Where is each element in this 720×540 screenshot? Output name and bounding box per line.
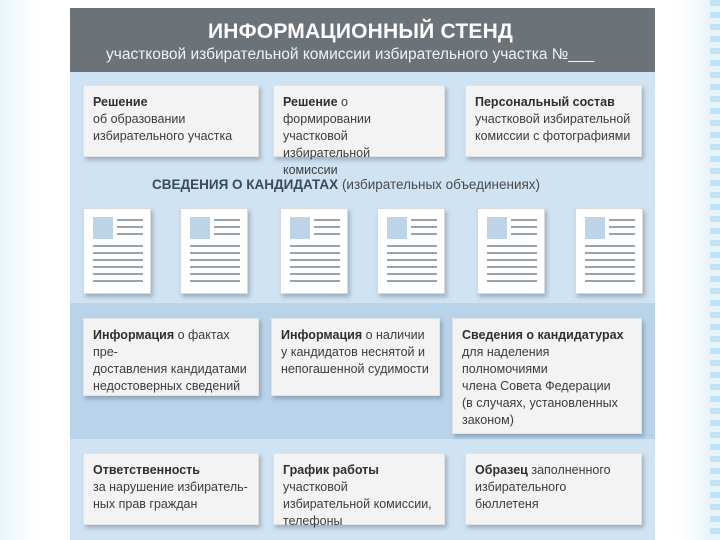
text-line-icon [411,233,437,235]
text-line-icon [214,233,240,235]
stand-subtitle: участковой избирательной комиссии избирательного участка №___ [106,46,595,63]
text-line-icon [93,273,143,275]
text-line-icon [387,273,437,275]
card-work-schedule [273,453,445,528]
card-line: избирательной комиссии, [283,497,432,511]
candidate-sheet [280,208,348,294]
text-line-icon [511,233,537,235]
text-line-icon [190,273,240,275]
candidate-sheet [477,208,545,294]
photo-placeholder-icon [190,217,210,239]
text-line-icon [411,226,437,228]
card-bold: Сведения о кандидатурах [462,328,624,342]
text-line-icon [93,266,143,268]
text-line-icon [487,245,537,247]
text-line-icon [387,280,437,282]
card-line: избирательного [475,480,567,494]
stand-header [70,8,655,72]
text-line-icon [117,219,143,221]
text-line-icon [190,259,240,261]
text-line-icon [290,280,340,282]
text-line-icon [314,226,340,228]
text-line-icon [411,219,437,221]
text-line-icon [290,245,340,247]
text-line-icon [585,245,635,247]
text-line-icon [314,219,340,221]
candidates-title-rest: (избирательных объединениях) [338,177,541,192]
card-federation-council [452,318,642,434]
text-line-icon [214,226,240,228]
text-line-icon [609,219,635,221]
text-line-icon [190,266,240,268]
text-line-icon [387,266,437,268]
right-decor-edge [658,0,720,540]
card-criminal-record [271,318,440,396]
card-bold: Ответственность [93,463,200,477]
card-line: участковой избирательной [283,129,371,160]
card-rest: о формировании [283,95,371,126]
card-responsibility [83,453,259,525]
text-line-icon [511,219,537,221]
card-line: об образовании [93,112,186,126]
card-line: законом) [462,413,514,427]
text-line-icon [585,259,635,261]
candidates-section-title [152,177,540,192]
text-line-icon [609,233,635,235]
text-line-icon [117,233,143,235]
candidate-sheet [377,208,445,294]
card-false-info [83,318,259,396]
card-decision-commission [273,85,445,177]
text-line-icon [214,219,240,221]
text-line-icon [487,252,537,254]
text-line-icon [290,259,340,261]
text-line-icon [93,245,143,247]
card-heading [93,462,250,479]
photo-placeholder-icon [93,217,113,239]
card-line: за нарушение избиратель- [93,480,248,494]
text-line-icon [190,245,240,247]
card-line: у кандидатов неснятой и [281,345,425,359]
photo-placeholder-icon [487,217,507,239]
card-line: члена Совета Федерации [462,379,611,393]
text-line-icon [93,280,143,282]
text-line-icon [290,252,340,254]
card-rest: о наличии [362,328,425,342]
text-line-icon [609,226,635,228]
text-line-icon [511,226,537,228]
card-line: (в случаях, установленных [462,396,618,410]
text-line-icon [487,280,537,282]
text-line-icon [93,259,143,261]
text-line-icon [117,226,143,228]
card-bold: График работы [283,463,379,477]
card-bold: Решение [93,95,148,109]
card-heading [475,462,633,479]
text-line-icon [387,259,437,261]
card-line: комиссии с фотографиями [475,129,631,143]
card-bold: Информация [93,328,175,342]
text-line-icon [190,252,240,254]
card-heading [93,94,250,111]
photo-placeholder-icon [387,217,407,239]
card-heading [281,327,431,344]
photo-placeholder-icon [290,217,310,239]
left-decor-edge [0,0,62,540]
text-line-icon [290,273,340,275]
card-line: комиссии [283,163,338,177]
text-line-icon [387,252,437,254]
card-line: бюллетеня [475,497,539,511]
card-heading [475,94,633,111]
card-line: ных прав граждан [93,497,198,511]
stand-title: ИНФОРМАЦИОННЫЙ СТЕНД [208,20,514,43]
information-stand [70,8,655,540]
card-line: участковой избирательной [475,112,631,126]
card-personnel [465,85,642,157]
candidate-sheet [83,208,151,294]
text-line-icon [387,245,437,247]
card-decision-formation [83,85,259,157]
candidate-sheet [180,208,248,294]
card-line: телефоны [283,514,343,528]
card-heading [283,94,436,128]
card-line: недостоверных сведений [93,379,241,393]
card-rest: участковой [283,480,348,494]
text-line-icon [314,233,340,235]
card-line: доставления кандидатами [93,362,247,376]
card-bold: Персональный состав [475,95,615,109]
text-line-icon [487,259,537,261]
text-line-icon [585,266,635,268]
text-line-icon [290,266,340,268]
text-line-icon [585,273,635,275]
text-line-icon [487,266,537,268]
card-ballot-sample [465,453,642,525]
text-line-icon [585,252,635,254]
card-line: непогашенной судимости [281,362,429,376]
card-rest: заполненного [527,463,611,477]
candidate-sheet [575,208,643,294]
card-line: для наделения полномочиями [462,345,550,376]
photo-placeholder-icon [585,217,605,239]
text-line-icon [487,273,537,275]
candidates-title-bold: СВЕДЕНИЯ О КАНДИДАТАХ [152,177,339,192]
card-bold: Образец [475,463,528,477]
card-bold: Решение [283,95,338,109]
card-bold: Информация [281,328,363,342]
card-heading [283,462,436,496]
text-line-icon [585,280,635,282]
text-line-icon [190,280,240,282]
card-heading [93,327,250,361]
card-line: избирательного участка [93,129,233,143]
card-rest: о фактах пре- [93,328,230,359]
text-line-icon [93,252,143,254]
card-heading [462,327,633,344]
